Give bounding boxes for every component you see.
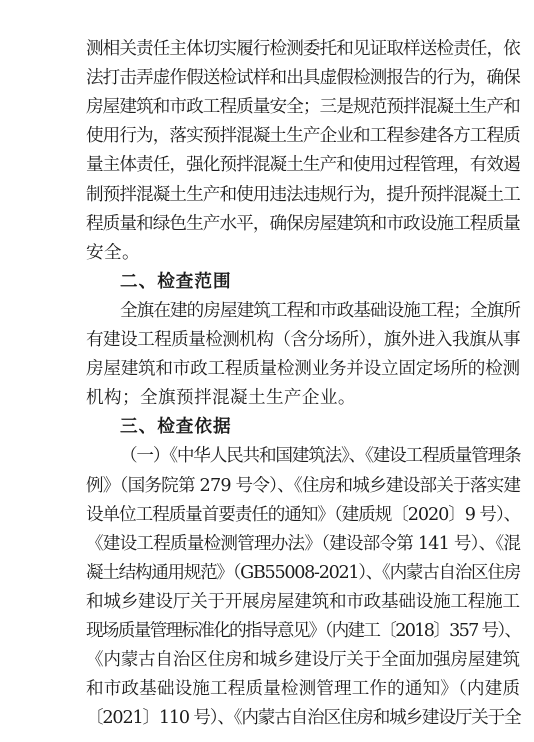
section-heading-8: 二、检查范围 xyxy=(120,271,232,292)
text-line-4: 使用行为，落实预拌混凝土生产企业和工程参建各方工程质 xyxy=(86,126,520,147)
text-line-19: 凝土结构通用规范》（GB55008-2021）、《内蒙古自治区住房 xyxy=(86,562,520,583)
text-line-11: 有建设工程质量检测机构（含分场所），旗外进入我旗从事 xyxy=(86,330,521,350)
text-line-15: （一）《中华人民共和国建筑法》、《建设工程质量管理条 xyxy=(120,446,521,467)
text-line-2: 法打击弄虚作假送检试样和出具虚假检测报告的行为，确保 xyxy=(86,68,520,89)
text-line-5: 量主体责任，强化预拌混凝土生产和使用过程管理，有效遏 xyxy=(86,155,520,176)
section-heading-13: 三、检查依据 xyxy=(120,417,232,438)
text-line-7: 程质量和绿色生产水平，确保房屋建筑和市政设施工程质量 xyxy=(86,213,520,234)
text-line-20: 和城乡建设厅关于开展房屋建筑和市政基础设施工程施工 xyxy=(86,591,520,612)
text-line-24: 〔2021〕110 号）、《内蒙古自治区住房和城乡建设厅关于全 xyxy=(86,708,521,729)
text-line-6: 制预拌混凝土生产和使用违法违规行为，提升预拌混凝土工 xyxy=(86,184,520,205)
text-line-16: 例》（国务院第 279 号令）、《住房和城乡建设部关于落实建 xyxy=(86,475,521,496)
text-line-1: 测相关责任主体切实履行检测委托和见证取样送检责任，依 xyxy=(86,39,520,59)
text-line-12: 房屋建筑和市政工程质量检测业务并设立固定场所的检测 xyxy=(86,359,520,380)
text-line-8: 安全。 xyxy=(86,242,140,263)
text-line-17: 设单位工程质量首要责任的通知》（建质规〔2020〕9 号）、 xyxy=(86,504,521,525)
text-line-22: 《内蒙古自治区住房和城乡建设厅关于全面加强房屋建筑 xyxy=(86,650,520,671)
text-line-10: 全旗在建的房屋建筑工程和市政基础设施工程；全旗所 xyxy=(120,300,520,321)
text-line-3: 房屋建筑和市政工程质量安全；三是规范预拌混凝土生产和 xyxy=(86,97,520,118)
text-line-18: 《建设工程质量检测管理办法》（建设部令第 141 号）、《混 xyxy=(86,533,521,554)
text-line-21: 现场质量管理标准化的指导意见》（内建工〔2018〕357 号）、 xyxy=(86,621,521,641)
text-line-13: 机构；全旗预拌混凝土生产企业。 xyxy=(86,388,356,409)
text-line-23: 和市政基础设施工程质量检测管理工作的通知》（内建质 xyxy=(86,679,521,700)
